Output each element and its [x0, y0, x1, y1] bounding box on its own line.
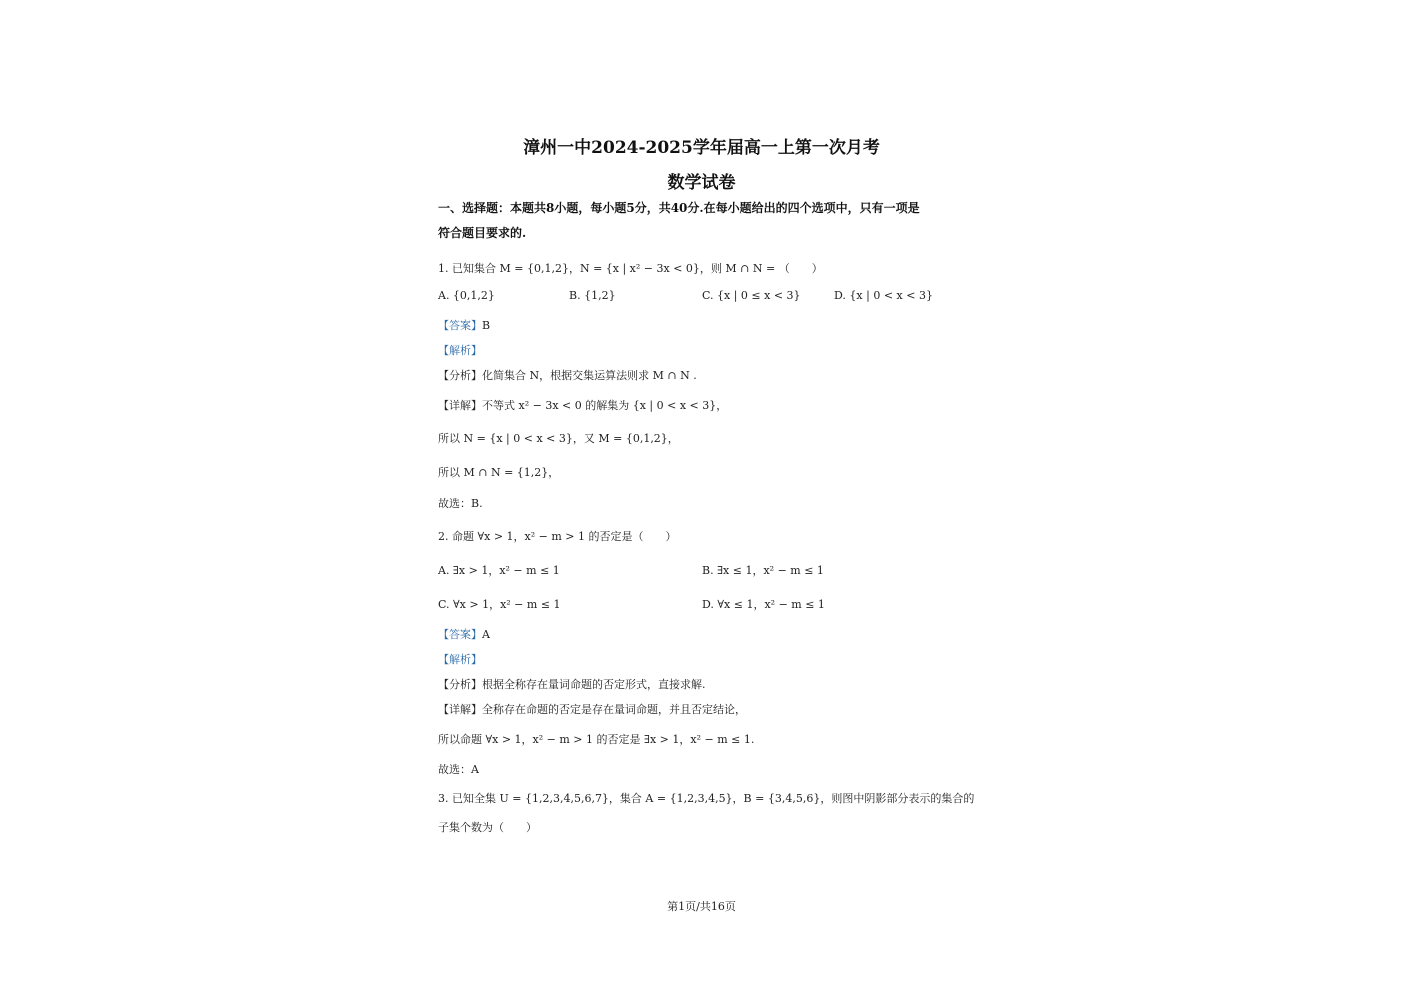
q2-conclusion: 故选：A: [438, 763, 479, 776]
q2-option-d: D. ∀x ≤ 1，x² − m ≤ 1: [702, 598, 825, 611]
q2-answer-tag: 【答案】: [438, 628, 482, 641]
section-heading-line1: 一、选择题：本题共8小题，每小题5分，共40分.在每小题给出的四个选项中，只有一项是: [438, 201, 920, 215]
q1-step1: 所以 N = {x | 0 < x < 3}，又 M = {0,1,2}，: [438, 432, 679, 445]
q2-step1: 所以命题 ∀x > 1，x² − m > 1 的否定是 ∃x > 1，x² − m ≤ 1.: [438, 733, 755, 746]
q1-answer: [438, 318, 490, 334]
section-heading-line2: 符合题目要求的.: [438, 226, 527, 240]
exam-title: 漳州一中2024-2025学年届高一上第一次月考: [523, 138, 880, 158]
q1-option-d: D. {x | 0 < x < 3}: [834, 289, 933, 302]
q1-step2: 所以 M ∩ N = {1,2}，: [438, 466, 560, 479]
q2-analysis: 【分析】根据全称存在量词命题的否定形式，直接求解.: [438, 678, 706, 691]
q1-answer-value: B: [482, 319, 491, 332]
q2-answer: [438, 627, 490, 643]
q3-stem-line2: 子集个数为（ ）: [438, 821, 537, 834]
q2-option-c: C. ∀x > 1，x² − m ≤ 1: [438, 598, 561, 611]
q3-stem: 3. 已知全集 U = {1,2,3,4,5,6,7}，集合 A = {1,2,3,4,5}，B = {3,4,5,6}，则图中阴影部分表示的集合的: [438, 792, 975, 805]
q1-conclusion: 故选：B.: [438, 497, 483, 510]
exam-subtitle: 数学试卷: [667, 173, 736, 193]
q2-stem: 2. 命题 ∀x > 1，x² − m > 1 的否定是（ ）: [438, 530, 677, 543]
q1-detail: 【详解】不等式 x² − 3x < 0 的解集为 {x | 0 < x < 3}，: [438, 399, 728, 412]
q1-option-b: B. {1,2}: [569, 289, 616, 302]
q1-answer-tag: 【答案】: [438, 319, 482, 332]
q1-option-c: C. {x | 0 ≤ x < 3}: [702, 289, 801, 302]
page-footer: 第1页/共16页: [667, 900, 736, 913]
q2-answer-value: A: [482, 628, 490, 641]
q1-stem: 1. 已知集合 M = {0,1,2}，N = {x | x² − 3x < 0}，则 M ∩ N = （ ）: [438, 262, 823, 275]
q2-option-a: A. ∃x > 1，x² − m ≤ 1: [438, 564, 560, 577]
q2-jiexi-tag: 【解析】: [438, 653, 482, 666]
q1-analysis: 【分析】化简集合 N，根据交集运算法则求 M ∩ N .: [438, 369, 697, 382]
q2-option-b: B. ∃x ≤ 1，x² − m ≤ 1: [702, 564, 824, 577]
q1-option-a: A. {0,1,2}: [438, 289, 495, 302]
q1-jiexi-tag: 【解析】: [438, 344, 482, 357]
q2-detail: 【详解】全称存在命题的否定是存在量词命题，并且否定结论，: [438, 703, 746, 716]
